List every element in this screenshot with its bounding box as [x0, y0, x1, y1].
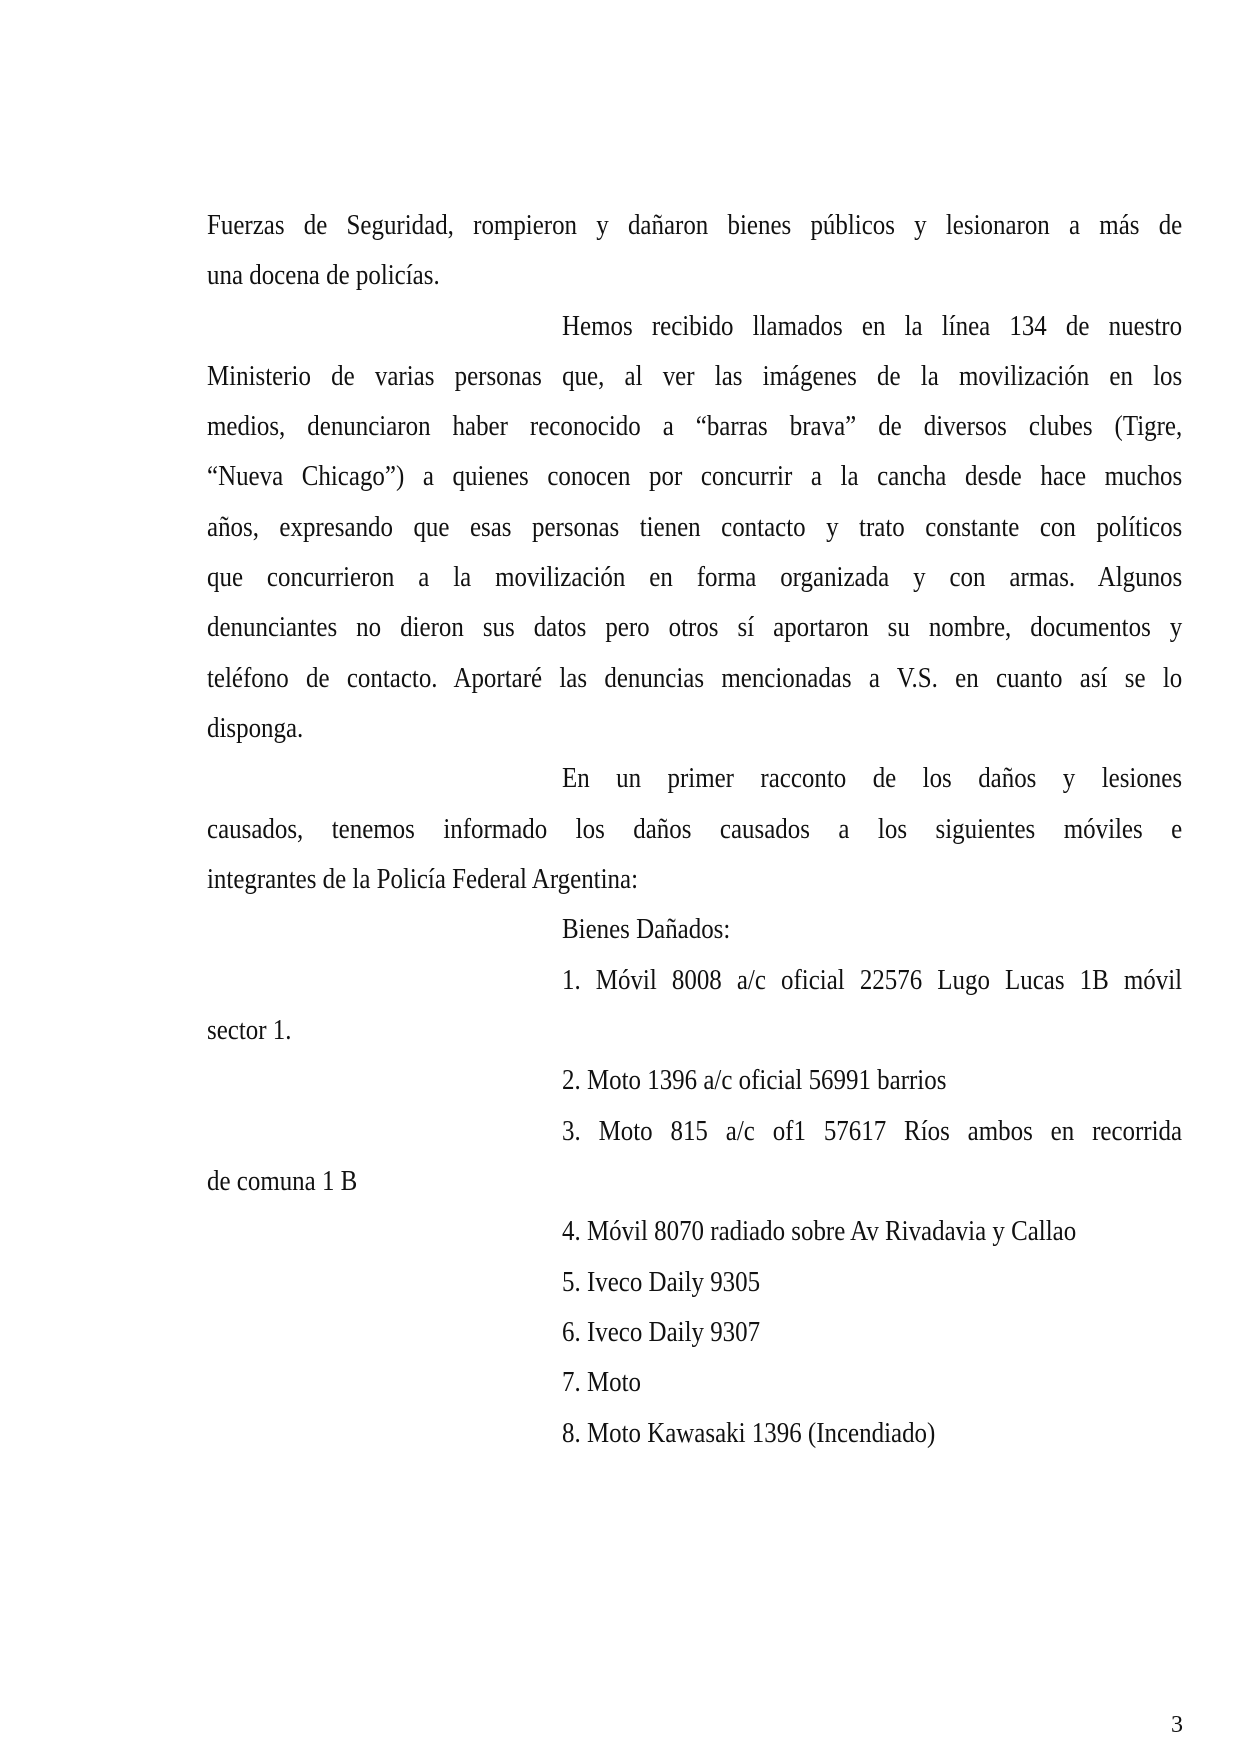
paragraph-line: Fuerzas de Seguridad, rompieron y dañaron bienes públicos y lesionaron a más de: [207, 209, 1183, 241]
paragraph-line: una docena de policías.: [207, 259, 440, 291]
list-item: 8. Moto Kawasaki 1396 (Incendiado): [562, 1417, 936, 1449]
list-item: 4. Móvil 8070 radiado sobre Av Rivadavia y Callao: [562, 1215, 1077, 1247]
list-item: 2. Moto 1396 a/c oficial 56991 barrios: [562, 1064, 947, 1096]
paragraph-line: medios, denunciaron haber reconocido a “barras brava” de diversos clubes (Tigre,: [207, 410, 1183, 442]
paragraph-line: años, expresando que esas personas tienen contacto y trato constante con políticos: [207, 511, 1183, 543]
list-item-continuation: sector 1.: [207, 1014, 292, 1046]
list-item: 6. Iveco Daily 9307: [562, 1316, 761, 1348]
paragraph-line: denunciantes no dieron sus datos pero otros sí aportaron su nombre, documentos y: [207, 611, 1183, 643]
list-heading: Bienes Dañados:: [562, 913, 731, 945]
list-item: 1. Móvil 8008 a/c oficial 22576 Lugo Lucas 1B móvil: [562, 964, 1183, 996]
list-item: 3. Moto 815 a/c of1 57617 Ríos ambos en recorrida: [562, 1115, 1183, 1147]
paragraph-line: disponga.: [207, 712, 304, 744]
page-number: 3: [1171, 1712, 1183, 1738]
list-item: 5. Iveco Daily 9305: [562, 1266, 761, 1298]
paragraph-line: Ministerio de varias personas que, al ver las imágenes de la movilización en los: [207, 360, 1183, 392]
paragraph-line: Hemos recibido llamados en la línea 134 de nuestro: [562, 310, 1183, 342]
paragraph-line: causados, tenemos informado los daños causados a los siguientes móviles e: [207, 813, 1183, 845]
list-item: 7. Moto: [562, 1366, 641, 1398]
paragraph-line: En un primer racconto de los daños y lesiones: [562, 762, 1183, 794]
paragraph-line: teléfono de contacto. Aportaré las denuncias mencionadas a V.S. en cuanto así se lo: [207, 662, 1183, 694]
paragraph-line: que concurrieron a la movilización en forma organizada y con armas. Algunos: [207, 561, 1183, 593]
list-item-continuation: de comuna 1 B: [207, 1165, 358, 1197]
paragraph-line: “Nueva Chicago”) a quienes conocen por concurrir a la cancha desde hace muchos: [207, 460, 1183, 492]
paragraph-line: integrantes de la Policía Federal Argentina:: [207, 863, 639, 895]
